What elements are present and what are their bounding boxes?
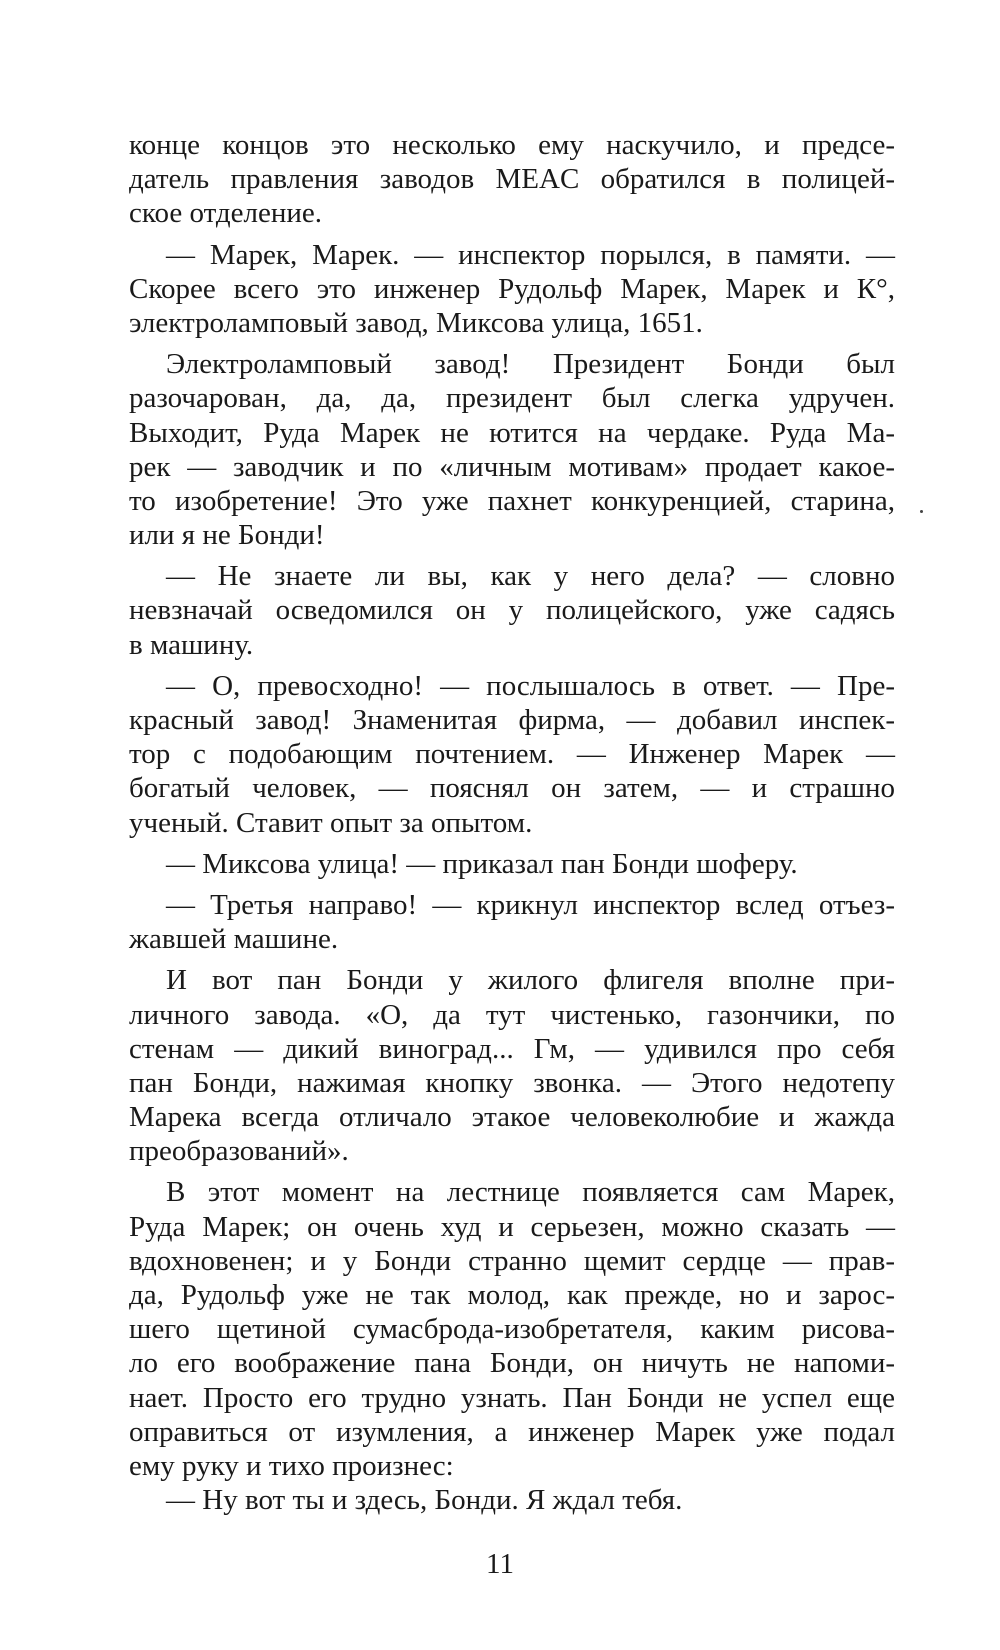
text-line: конце концов это несколько ему наскучило, и предсе- (129, 129, 895, 161)
text-line: ученый. Ставит опыт за опытом. (129, 806, 533, 839)
text-line: — О, превосходно! — послышалось в ответ. — Пре- (166, 669, 895, 702)
text-line: невзначай осведомился он у полицейского, уже садясь (129, 594, 895, 627)
text-line: личного завода. «О, да тут чистенько, газончики, по (129, 998, 895, 1031)
text-line: вдохновенен; и у Бонди странно щемит сердце — прав- (129, 1244, 895, 1277)
text-line: — Марек, Марек. — инспектор порылся, в памяти. — (166, 238, 895, 271)
text-line: датель правления заводов MEAC обратился в полицей- (129, 163, 895, 196)
text-line: стенам — дикий виноград... Гм, — удивился про себя (129, 1032, 895, 1065)
text-line: да, Рудольф уже не так молод, как прежде, но и зарос- (129, 1279, 895, 1311)
text-line: преобразований». (129, 1135, 349, 1168)
text-line: разочарован, да, да, президент был слегка удручен. (129, 382, 895, 415)
text-line: нает. Просто его трудно узнать. Пан Бонди не успел еще (129, 1381, 895, 1414)
text-line: Марека всегда отличало этакое человеколюбие и жажда (129, 1101, 895, 1134)
text-line: электроламповый завод, Миксова улица, 1651. (129, 306, 703, 339)
text-line: Руда Марек; он очень худ и серьезен, можно сказать — (129, 1210, 895, 1243)
text-line: красный завод! Знаменитая фирма, — добавил инспек- (129, 704, 895, 736)
text-line: пан Бонди, нажимая кнопку звонка. — Этого недотепу (129, 1066, 895, 1099)
text-line: Выходит, Руда Марек не ютится на чердаке. Руда Ма- (129, 416, 895, 449)
scan-speck (920, 510, 923, 513)
text-line: в машину. (129, 628, 254, 661)
text-line: или я не Бонди! (129, 519, 325, 552)
text-line: Электроламповый завод! Президент Бонди был (166, 348, 895, 381)
text-line: Скорее всего это инженер Рудольф Марек, Марек и К°, (129, 272, 895, 305)
text-line: — Ну вот ты и здесь, Бонди. Я ждал тебя. (166, 1484, 683, 1517)
text-line: рек — заводчик и по «личным мотивам» продает какое- (129, 450, 895, 483)
text-line: оправиться от изумления, а инженер Марек уже подал (129, 1415, 895, 1448)
text-line: — Миксова улица! — приказал пан Бонди шоферу. (166, 847, 798, 880)
text-line: жавшей машине. (129, 923, 339, 956)
text-line: богатый человек, — пояснял он затем, — и страшно (129, 772, 895, 805)
text-line: ему руку и тихо произнес: (129, 1449, 454, 1482)
text-line: то изобретение! Это уже пахнет конкуренцией, старина, (129, 484, 895, 517)
text-line: — Третья направо! — крикнул инспектор вслед отъез- (166, 888, 895, 921)
text-line: — Не знаете ли вы, как у него дела? — словно (166, 560, 895, 593)
text-line: тор с подобающим почтением. — Инженер Марек — (129, 738, 895, 771)
page-number: 11 (486, 1548, 514, 1580)
text-line: шего щетиной сумасброда-изобретателя, каким рисова- (129, 1313, 895, 1346)
text-line: И вот пан Бонди у жилого флигеля вполне при- (166, 964, 895, 997)
text-line: ло его воображение пана Бонди, он ничуть не напоми- (129, 1347, 895, 1380)
text-line: ское отделение. (129, 197, 323, 230)
text-line: В этот момент на лестнице появляется сам Марек, (166, 1176, 895, 1209)
body-text (129, 128, 895, 1517)
